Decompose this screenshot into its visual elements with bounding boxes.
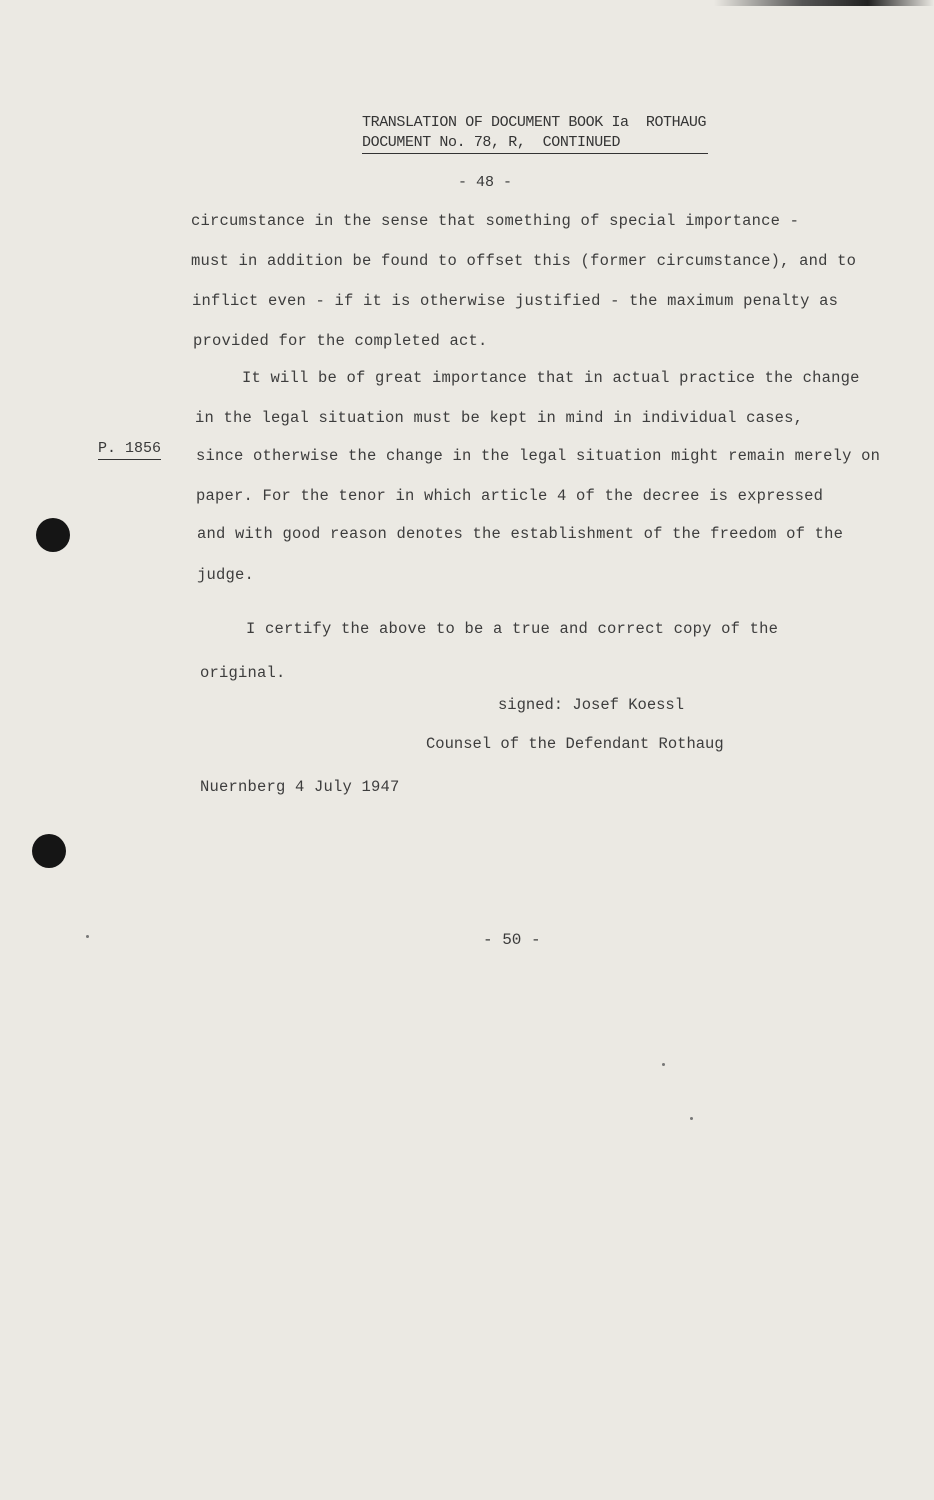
paragraph2-line: It will be of great importance that in actual practice the change — [242, 369, 860, 387]
signed-line: signed: Josef Koessl — [498, 696, 685, 714]
paper-speck — [690, 1117, 693, 1120]
page-number-top: - 48 - — [458, 174, 513, 191]
place-date: Nuernberg 4 July 1947 — [200, 778, 400, 796]
header-title: TRANSLATION OF DOCUMENT BOOK Ia ROTHAUG — [362, 114, 707, 131]
paragraph1-line: must in addition be found to offset this (former circumstance), and to — [191, 252, 857, 270]
document-header — [362, 113, 708, 154]
paper-speck — [86, 935, 89, 938]
scan-edge-mark — [714, 0, 934, 6]
paragraph1-line: circumstance in the sense that something of special importance - — [191, 212, 800, 230]
paragraph2-line: since otherwise the change in the legal situation might remain merely on — [196, 447, 881, 465]
paragraph2-line: judge. — [197, 566, 255, 584]
paragraph1-line: inflict even - if it is otherwise justified - the maximum penalty as — [192, 292, 839, 310]
page-number-bottom: - 50 - — [483, 931, 541, 949]
certification-line: I certify the above to be a true and correct copy of the — [246, 620, 779, 638]
paragraph2-line: paper. For the tenor in which article 4 of the decree is expressed — [196, 487, 824, 505]
header-document-number: DOCUMENT No. 78, R, CONTINUED — [362, 133, 708, 154]
margin-page-reference: P. 1856 — [98, 440, 161, 460]
certification-line: original. — [200, 664, 286, 682]
paragraph2-line: and with good reason denotes the establishment of the freedom of the — [197, 525, 844, 543]
paragraph2-line: in the legal situation must be kept in mind in individual cases, — [195, 409, 804, 427]
paper-speck — [662, 1063, 665, 1066]
counsel-title: Counsel of the Defendant Rothaug — [426, 735, 724, 753]
punch-hole-bottom — [32, 834, 66, 868]
punch-hole-top — [36, 518, 70, 552]
paragraph1-line: provided for the completed act. — [193, 332, 488, 350]
